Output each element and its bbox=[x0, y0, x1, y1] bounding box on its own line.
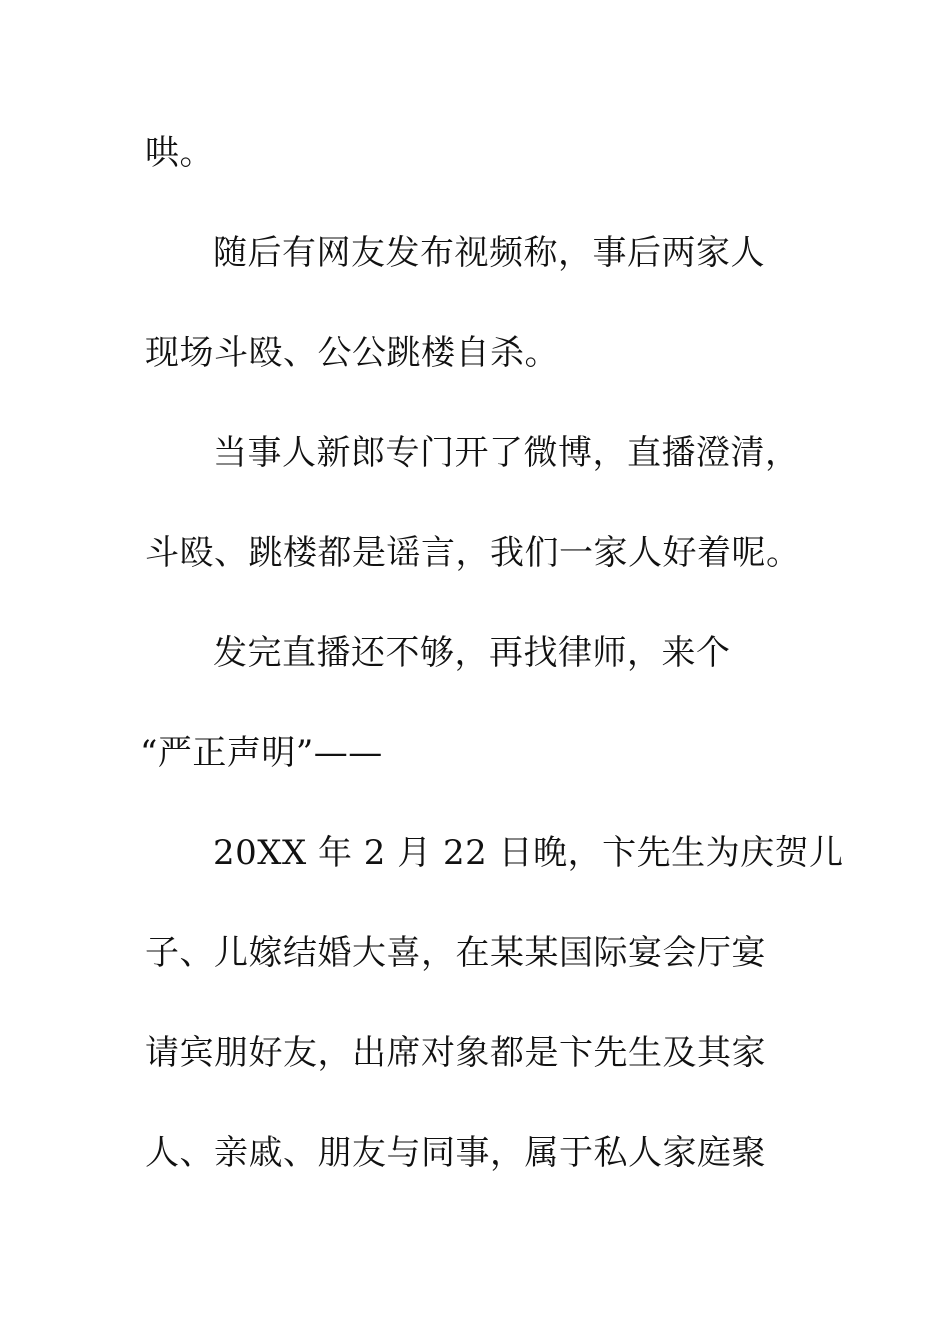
text-line-10: 请宾朋好友，出席对象都是卞先生及其家 bbox=[145, 1033, 766, 1073]
text-line-9: 子、儿嫁结婚大喜，在某某国际宴会厅宴 bbox=[145, 933, 766, 973]
text-line-8: 20XX 年 2 月 22 日晚，卞先生为庆贺儿 bbox=[213, 833, 844, 873]
text-line-5: 斗殴、跳楼都是谣言，我们一家人好着呢。 bbox=[145, 533, 801, 573]
text-line-2: 随后有网友发布视频称，事后两家人 bbox=[213, 233, 765, 273]
text-line-7: “严正声明”—— bbox=[140, 733, 383, 773]
text-line-3: 现场斗殴、公公跳楼自杀。 bbox=[145, 333, 559, 373]
text-line-11: 人、亲戚、朋友与同事，属于私人家庭聚 bbox=[145, 1133, 766, 1173]
text-line-4: 当事人新郎专门开了微博，直播澄清， bbox=[213, 433, 800, 473]
text-line-1: 哄。 bbox=[145, 133, 214, 173]
text-line-6: 发完直播还不够，再找律师，来个 bbox=[213, 633, 731, 673]
